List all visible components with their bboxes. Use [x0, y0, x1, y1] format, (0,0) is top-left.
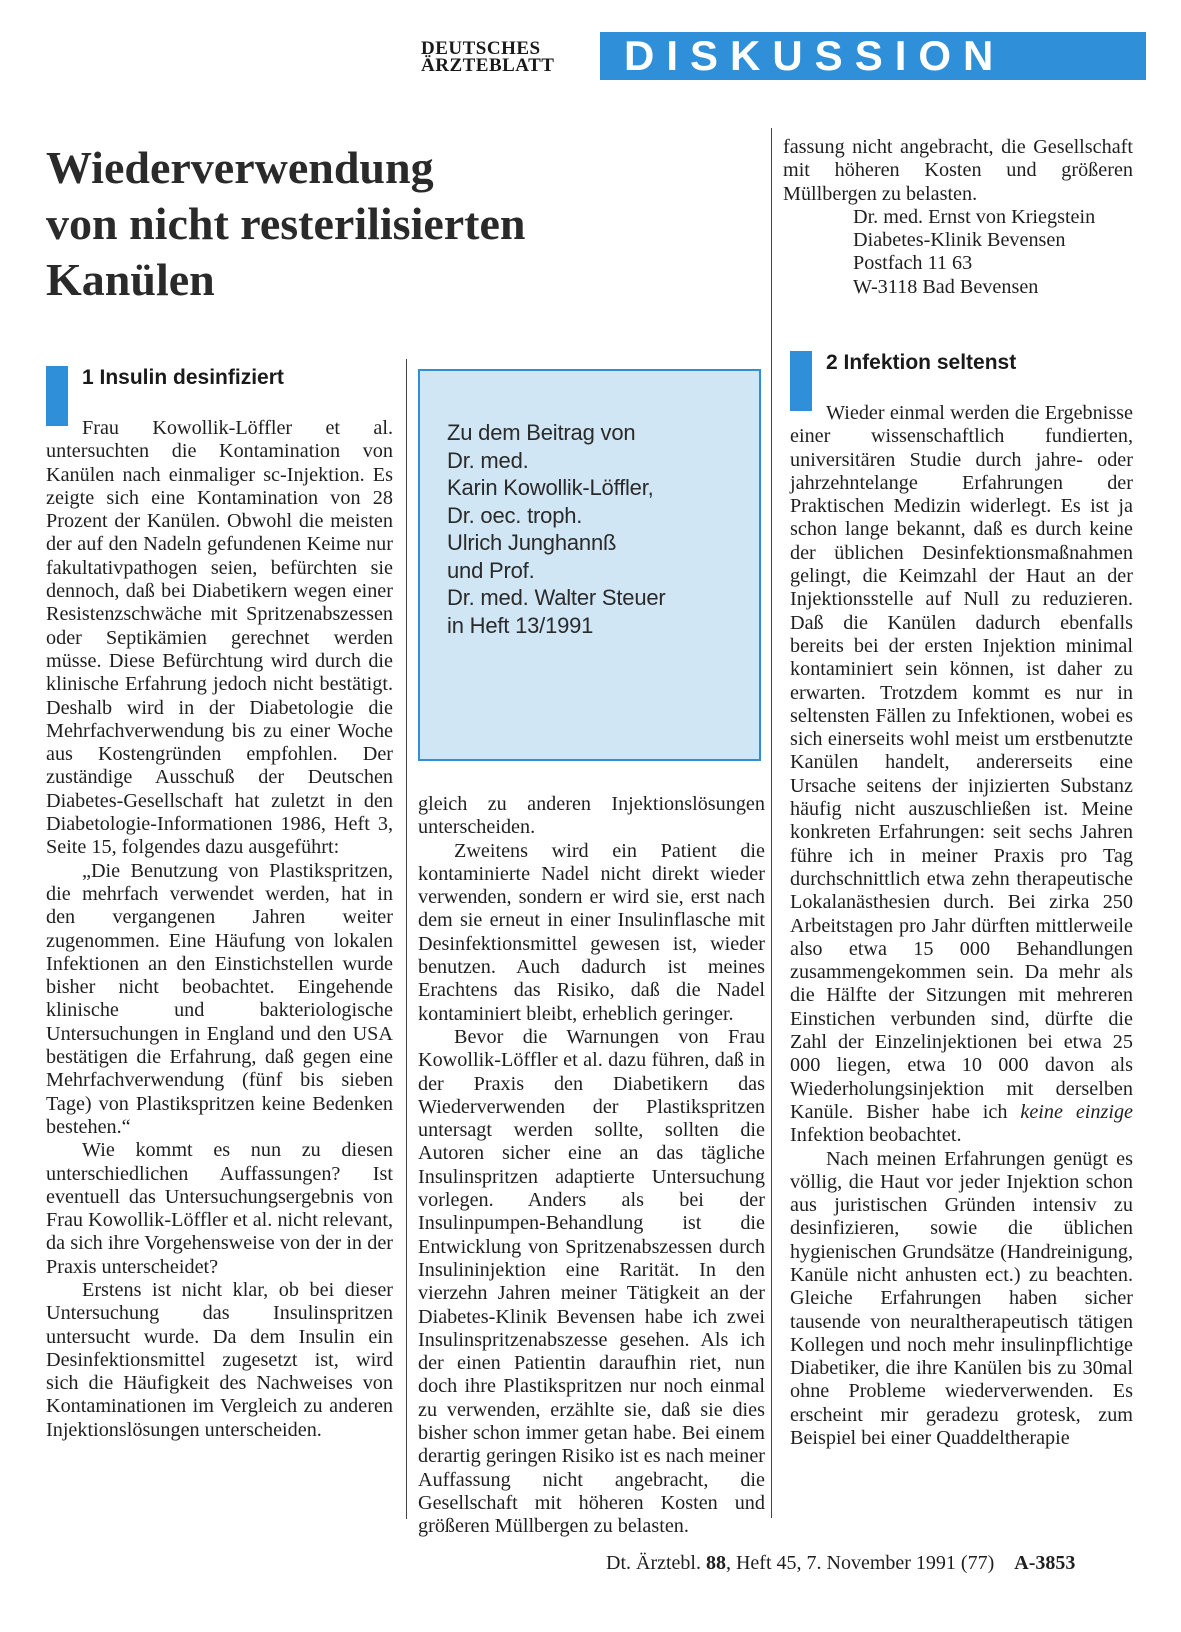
letter2-paragraph-1-text: Wieder einmal werden die Ergebnisse einer wissenschaftlich fundierten, universitären Studie durch jahre- oder jahrzehntelange Erfahrungen der Praktischen Medizin widerlegt. Es ist ja schon lange bekannt, daß es durch keine der üblichen Desinfektionsmaßnahmen gelingt, die Keimzahl der Haut an der Injektionsstelle auf Null zu reduzieren. Daß die Kanülen dadurch ebenfalls bereits bei der ersten Injektion minimal kontaminiert sein können, ist daher zu erwarten. Trotzdem kommt es nur in seltensten Fällen zu Infektionen, wobei es sich einerseits wohl meist um erstbenutzte Kanülen handelt, andererseits eine Ursache seitens der injizierten Substanz häufig nicht auszuschließen ist. Meine konkreten Erfahrungen: seit sechs Jahren führe ich in meiner Praxis pro Tag durchschnittlich etwa zehn therapeutische Lokalanästhesien durch. Bei zirka 250 Arbeitstagen pro Jahr dürften mittlerweile also etwa 15 000 Behandlungen zusammengekommen sein. Da mehr als die Hälfte der Sitzungen mit mehreren Einstichen verbunden sind, dürfte die Zahl der Einzelinjektionen bei etwa 25 000 liegen, etwa 10 000 davon als Wiederholungsinjektion mit derselben Kanüle. Bisher habe ich — [790, 402, 1133, 1123]
letter1-paragraph-5: Zweitens wird ein Patient die kontaminierte Nadel nicht direkt wieder verwenden, sondern er wird sie, erst nach dem sie erneut in einer Insulinflasche mit Desinfektionsmittel gewesen ist, wieder benutzen. Auch dadurch ist meines Erachtens das Risiko, daß die Nadel kontaminiert bleibt, erheblich geringer. — [418, 839, 765, 1025]
letter1-continuation-column — [418, 793, 765, 1632]
letter2-paragraph-1-end: Infektion beobachtet. — [790, 1124, 962, 1147]
letter1-paragraph-6: Bevor die Warnungen von Frau Kowollik-Löffler et al. dazu führen, daß in der Praxis den Diabetikern das Wiederverwenden der Plastikspritzen untersagt werden sollte, sollten die Autoren sicher eine an das tägliche Insulinspritzen adaptierte Untersuchung vorlegen. Anders als bei der Insulinpumpen-Behandlung ist die Entwicklung von Spritzenabszessen durch Insulininjektion eine Rarität. In den vierzehn Jahren meiner Tätigkeit an der Diabetes-Klinik Bevensen habe ich zwei Insulinspritzenabszesse gesehen. Als ich der einen Patientin daraufhin riet, nun doch ihre Plastikspritzen nur noch einmal zu verwenden, erzählte sie, daß sie dies bisher schon immer getan habe. Bei einem derartig geringen Risiko ist es nach meiner Auffassung nicht angebracht, die Gesellschaft mit höheren Kosten und größeren Müllbergen zu belasten. — [418, 1025, 765, 1538]
column-rule-right — [771, 128, 772, 1518]
letter1-paragraph-4-end: gleich zu anderen Injektionslösungen unterscheiden. — [418, 793, 765, 839]
signature-postbox: Postfach 11 63 — [853, 252, 973, 275]
headline-line3: Kanülen — [46, 254, 215, 305]
reference-line4: Dr. oec. troph. — [447, 502, 583, 528]
reference-line1: Zu dem Beitrag von — [447, 420, 636, 445]
signature-city: W-3118 Bad Bevensen — [853, 275, 1039, 298]
letter1-subhead — [46, 366, 393, 417]
page-footer — [606, 1552, 1075, 1575]
reference-line5: Ulrich Junghannß — [447, 530, 617, 555]
letter2-heading: 2 Infektion seltenst — [826, 351, 1017, 374]
reference-line3: Karin Kowollik-Löffler, — [447, 475, 654, 500]
headline-line2: von nicht resterilisierten — [46, 198, 526, 249]
letter2-paragraph-1 — [790, 402, 1133, 1148]
article-headline — [46, 140, 746, 308]
letter2-emphasis: keine einzige — [1020, 1100, 1134, 1123]
column-rule-left — [406, 359, 407, 1519]
reference-line2: Dr. med. — [447, 447, 529, 473]
letter1-paragraph-2: „Die Benutzung von Plastikspritzen, die mehrfach verwendet werden, hat in den vergangenen Jahren weiter zugenommen. Eine Häufung von lokalen Infektionen an den Einstichstellen wurde bisher nicht beobachtet. Eingehende klinische und bakteriologische Untersuchungen in England und den USA bestätigen die Erfahrung, daß gegen eine Mehrfachverwendung (fünf bis sieben Tage) von Plastikspritzen keine Bedenken bestehen.“ — [46, 859, 393, 1138]
letter2-column — [790, 351, 1134, 1450]
footer-volume: 88 — [705, 1552, 726, 1574]
section-banner — [600, 32, 1146, 80]
signature-name: Dr. med. Ernst von Kriegstein — [853, 205, 1096, 228]
reference-text — [447, 419, 666, 639]
letter1-column — [46, 366, 393, 1443]
letter1-heading: 1 Insulin desinfiziert — [82, 366, 284, 389]
letter1-signature — [853, 206, 1133, 299]
journal-logo-line2: ÄRZTEBLATT — [421, 55, 555, 76]
footer-journal: Dt. Ärztebl. — [606, 1552, 701, 1574]
letter2-paragraph-2: Nach meinen Erfahrungen genügt es völlig, die Haut vor jeder Injektion schon aus juristischen Gründen intensiv zu desinfizieren, sowie die üblichen hygienischen Grundsätze (Handreinigung, Kanüle nicht anhusten ect.) zu beachten. Gleiche Erfahrungen haben sicher tausende von neuraltherapeutisch tätigen Kollegen und noch mehr insulinpflichtige Diabetiker, die ihre Kanülen bis zu 30mal ohne Probleme wiederverwenden. Es erscheint mir geradezu grotesk, zum Beispiel bei einer Quaddeltherapie — [790, 1147, 1133, 1450]
reference-line6: und Prof. — [447, 557, 535, 583]
journal-logo-line1: DEUTSCHES — [421, 38, 541, 59]
reference-box — [418, 369, 761, 761]
letter1-paragraph-3: Wie kommt es nun zu diesen unterschiedlichen Auffassungen? Ist eventuell das Untersuchungsergebnis von Frau Kowollik-Löffler et al. nicht relevant, da sich ihre Vorgehensweise von der in der Praxis unterscheidet? — [46, 1139, 393, 1278]
letter1-paragraph-4: Erstens ist nicht klar, ob bei dieser Untersuchung das Insulinspritzen untersucht wurde. Da dem Insulin ein Desinfektionsmittel zugesetzt ist, wird sich die Häufigkeit des Nachweises von Kontaminationen im Vergleich zu anderen Injektionslösungen unterscheiden. — [46, 1278, 393, 1441]
letter1-end-column — [783, 136, 1133, 299]
journal-logo — [421, 40, 591, 74]
letter1-paragraph-6-end: fassung nicht angebracht, die Gesellschaft mit höheren Kosten und größeren Müllbergen zu belasten. — [783, 136, 1133, 205]
letter1-paragraph-1: Frau Kowollik-Löffler et al. untersuchten die Kontamination von Kanülen nach einmaliger sc-Injektion. Es zeigte sich eine Kontamination von 28 Prozent der Kanülen. Obwohl die meisten der auf den Nadeln gefundenen Keime nur fakultativpathogen seien, befürchten sie dennoch, daß bei Diabetikern wegen einer Resistenzschwäche mit Spritzenabszessen oder Septikämien gerechnet werden müsse. Diese Befürchtung wird durch die klinische Erfahrung jedoch nicht bestätigt. Deshalb wird in der Diabetologie die Mehrfachverwendung bis zu einer Woche aus Kostengründen empfohlen. Der zuständige Ausschuß der Deutschen Diabetes-Gesellschaft hat zuletzt in den Diabetologie-Informationen 1986, Heft 3, Seite 15, folgendes dazu ausgeführt: — [46, 417, 393, 859]
signature-institution: Diabetes-Klinik Bevensen — [853, 229, 1066, 252]
headline-line1: Wiederverwendung — [46, 142, 434, 193]
letter2-subhead — [790, 351, 1133, 402]
subhead-marker — [790, 351, 812, 411]
reference-line7: Dr. med. Walter Steuer — [447, 585, 666, 610]
footer-page-number: A-3853 — [1014, 1552, 1076, 1574]
subhead-marker — [46, 366, 68, 426]
reference-line8: in Heft 13/1991 — [447, 612, 594, 638]
section-title: DISKUSSION — [624, 32, 1006, 79]
footer-issue: , Heft 45, 7. November 1991 (77) — [725, 1552, 995, 1574]
